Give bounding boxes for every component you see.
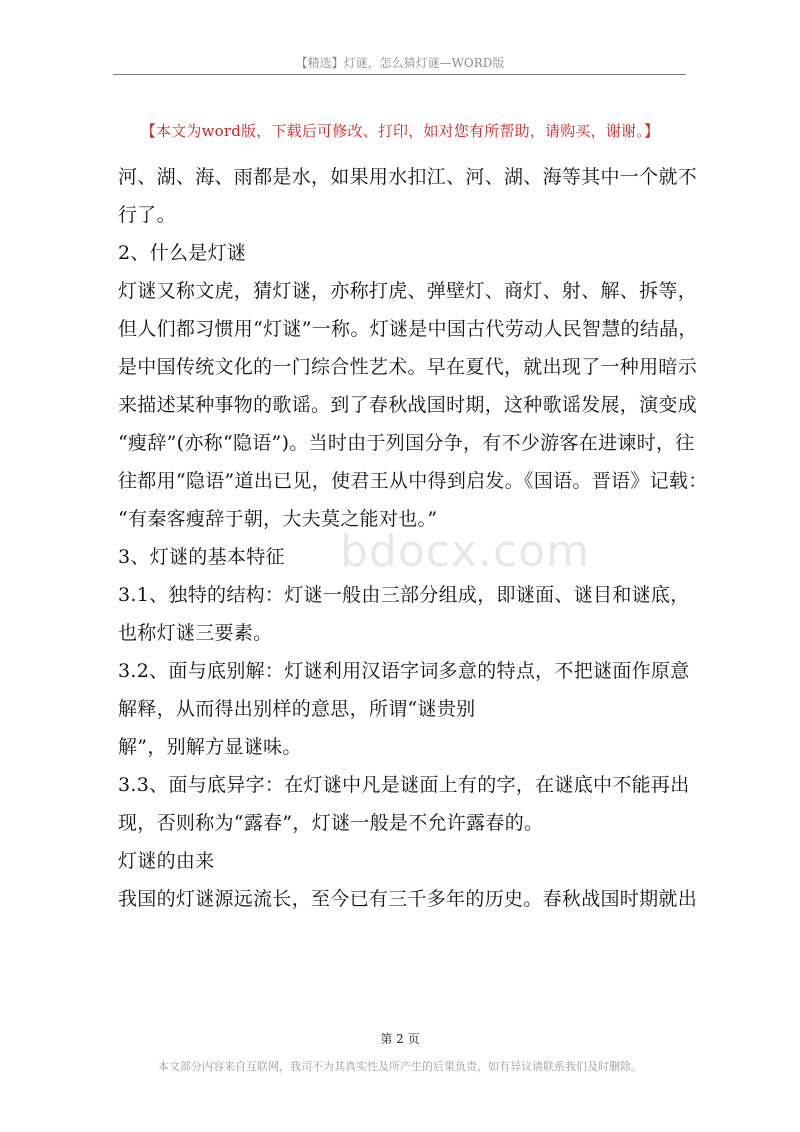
page-footer-disclaimer: 本文部分内容来自互联网，我司不为其真实性及所产生的后果负责，如有异议请联系我们及时删除。 <box>158 1060 642 1073</box>
body-line: 现，否则称为“露春”，灯谜一般是不允许露春的。 <box>118 812 544 834</box>
body-line: 3.1、独特的结构：灯谜一般由三部分组成，即谜面、谜目和谜底， <box>118 584 690 606</box>
section-heading: 2、什么是灯谜 <box>118 242 247 264</box>
header-divider <box>113 74 686 75</box>
body-line: 但人们都习惯用“灯谜”一称。灯谜是中国古代劳动人民智慧的结晶， <box>118 318 698 340</box>
body-line: 往都用“隐语”道出已见，使君王从中得到启发。《国语。晋语》记载： <box>118 470 708 492</box>
body-line: 是中国传统文化的一门综合性艺术。早在夏代，就出现了一种用暗示 <box>118 356 698 378</box>
body-line: 3.2、面与底别解：灯谜利用汉语字词多意的特点，不把谜面作原意 <box>118 660 690 682</box>
watermark: bdocx.com <box>340 526 590 577</box>
section-heading: 灯谜的由来 <box>118 850 215 872</box>
page-number: 第 2 页 <box>380 1032 420 1046</box>
body-line: 解释，从而得出别样的意思，所谓“谜贵别 <box>118 698 476 720</box>
section-heading: 3、灯谜的基本特征 <box>118 546 285 568</box>
body-line: 也称灯谜三要素。 <box>118 622 273 644</box>
body-line: 3.3、面与底异字：在灯谜中凡是谜面上有的字，在谜底中不能再出 <box>118 774 690 796</box>
body-line: 解”，别解方显谜味。 <box>118 736 302 758</box>
page-header-title: 【精选】灯谜，怎么猜灯谜—WORD版 <box>295 56 505 70</box>
body-line: 来描述某种事物的歌谣。到了春秋战国时期，这种歌谣发展，演变成 <box>118 394 698 416</box>
body-line: 河、湖、海、雨都是水，如果用水扣江、河、湖、海等其中一个就不 <box>118 166 698 188</box>
download-notice: 【本文为word版，下载后可修改、打印，如对您有所帮助，请购买，谢谢。】 <box>140 122 660 140</box>
body-line: “有秦客瘦辞于朝，大夫莫之能对也。” <box>118 508 438 530</box>
body-line: “瘦辞”(亦称“隐语”)。当时由于列国分争，有不少游客在进谏时，往 <box>118 432 695 454</box>
body-line: 灯谜又称文虎，猜灯谜，亦称打虎、弹壁灯、商灯、射、解、拆等， <box>118 280 698 302</box>
body-line: 行了。 <box>118 204 176 226</box>
body-line: 我国的灯谜源远流长，至今已有三千多年的历史。春秋战国时期就出 <box>118 888 698 910</box>
